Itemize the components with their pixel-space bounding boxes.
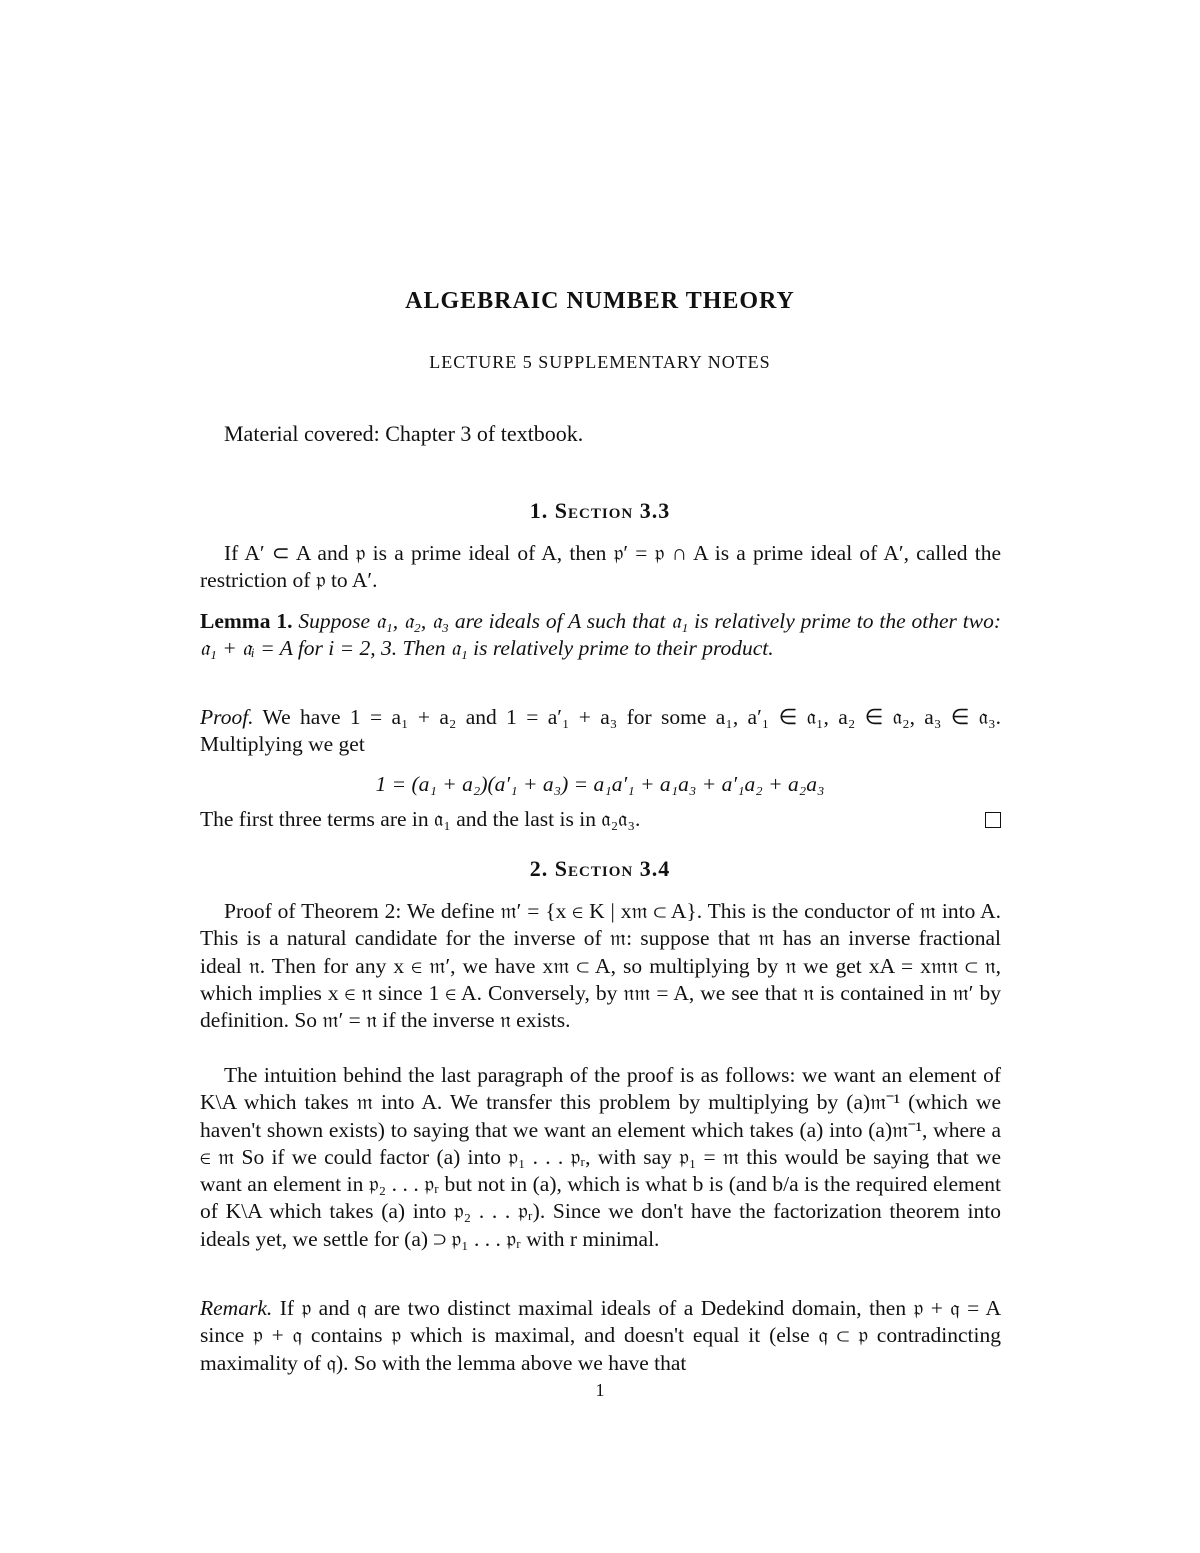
remark-text: If 𝔭 and 𝔮 are two distinct maximal ideals of a Dedekind domain, then 𝔭 + 𝔮 = A since 𝔭 + 𝔮 contains 𝔭 which is maximal, and doesn't equal it (else 𝔮 ⊂ 𝔭 contradincting maximality of 𝔮). So with the lemma above we have that <box>200 1296 1002 1375</box>
section-1-heading: 1. Section 3.3 <box>529 498 671 523</box>
document-subtitle: LECTURE 5 SUPPLEMENTARY NOTES <box>429 352 771 372</box>
remark-label: Remark. <box>200 1296 273 1320</box>
lemma-statement: Suppose 𝔞₁, 𝔞₂, 𝔞₃ are ideals of A such that 𝔞₁ is relatively prime to the other two: 𝔞₁ + 𝔞ᵢ = A for i = 2, 3. Then 𝔞₁ is relatively prime to their product. <box>200 609 1002 661</box>
qed-symbol <box>985 812 1001 828</box>
section-1-paragraph: If A′ ⊂ A and 𝔭 is a prime ideal of A, then 𝔭′ = 𝔭 ∩ A is a prime ideal of A′, called the restriction of 𝔭 to A′. <box>200 541 1001 593</box>
section-2-paragraph-2: The intuition behind the last paragraph of the proof is as follows: we want an element of K\A which takes 𝔪 into A. We transfer this problem by multiplying by (a)𝔪⁻¹ (which we haven't shown exists) to saying that we want an element which takes (a) into (a)𝔪⁻¹, where a ∈ 𝔪 So if we could factor (a) into 𝔭₁ . . . 𝔭ᵣ, with say 𝔭₁ = 𝔪 this would be saying that we want an element in 𝔭₂ . . . 𝔭ᵣ but not in (a), which is what b is (and b/a is the required element of K\A which takes (a) into 𝔭₂ . . . 𝔭ᵣ). Since we don't have the factorization theorem into ideals yet, we settle for (a) ⊃ 𝔭₁ . . . 𝔭ᵣ with r minimal. <box>200 1063 1001 1251</box>
proof-text: We have 1 = a₁ + a₂ and 1 = a′₁ + a₃ for some a₁, a′₁ ∈ 𝔞₁, a₂ ∈ 𝔞₂, a₃ ∈ 𝔞₃. Multiplying we get <box>200 705 1001 757</box>
lemma-1 <box>200 608 1001 663</box>
proof-conclusion: The first three terms are in 𝔞₁ and the last is in 𝔞₂𝔞₃. <box>200 807 641 831</box>
remark-paragraph <box>200 1295 1001 1377</box>
proof-label: Proof. <box>200 705 254 729</box>
document-title: ALGEBRAIC NUMBER THEORY <box>405 288 795 314</box>
section-2-paragraph-1: Proof of Theorem 2: We define 𝔪′ = {x ∈ K | x𝔪 ⊂ A}. This is the conductor of 𝔪 into A. This is a natural candidate for the inverse of 𝔪: suppose that 𝔪 has an inverse fractional ideal 𝔫. Then for any x ∈ 𝔪′, we have x𝔪 ⊂ A, so multiplying by 𝔫 we get xA = x𝔪𝔫 ⊂ 𝔫, which implies x ∈ 𝔫 since 1 ∈ A. Conversely, by 𝔫𝔪 = A, we see that 𝔫 is contained in 𝔪′ by definition. So 𝔪′ = 𝔫 if the inverse 𝔫 exists. <box>200 899 1001 1033</box>
page-number: 1 <box>595 1380 605 1400</box>
proof-paragraph <box>200 704 1001 759</box>
lemma-label: Lemma 1. <box>200 609 293 633</box>
material-covered: Material covered: Chapter 3 of textbook. <box>224 421 584 446</box>
section-2-heading: 2. Section 3.4 <box>529 856 671 881</box>
display-equation: 1 = (a₁ + a₂)(a′₁ + a₃) = a₁a′₁ + a₁a₃ + a′₁a₂ + a₂a₃ <box>375 772 825 796</box>
